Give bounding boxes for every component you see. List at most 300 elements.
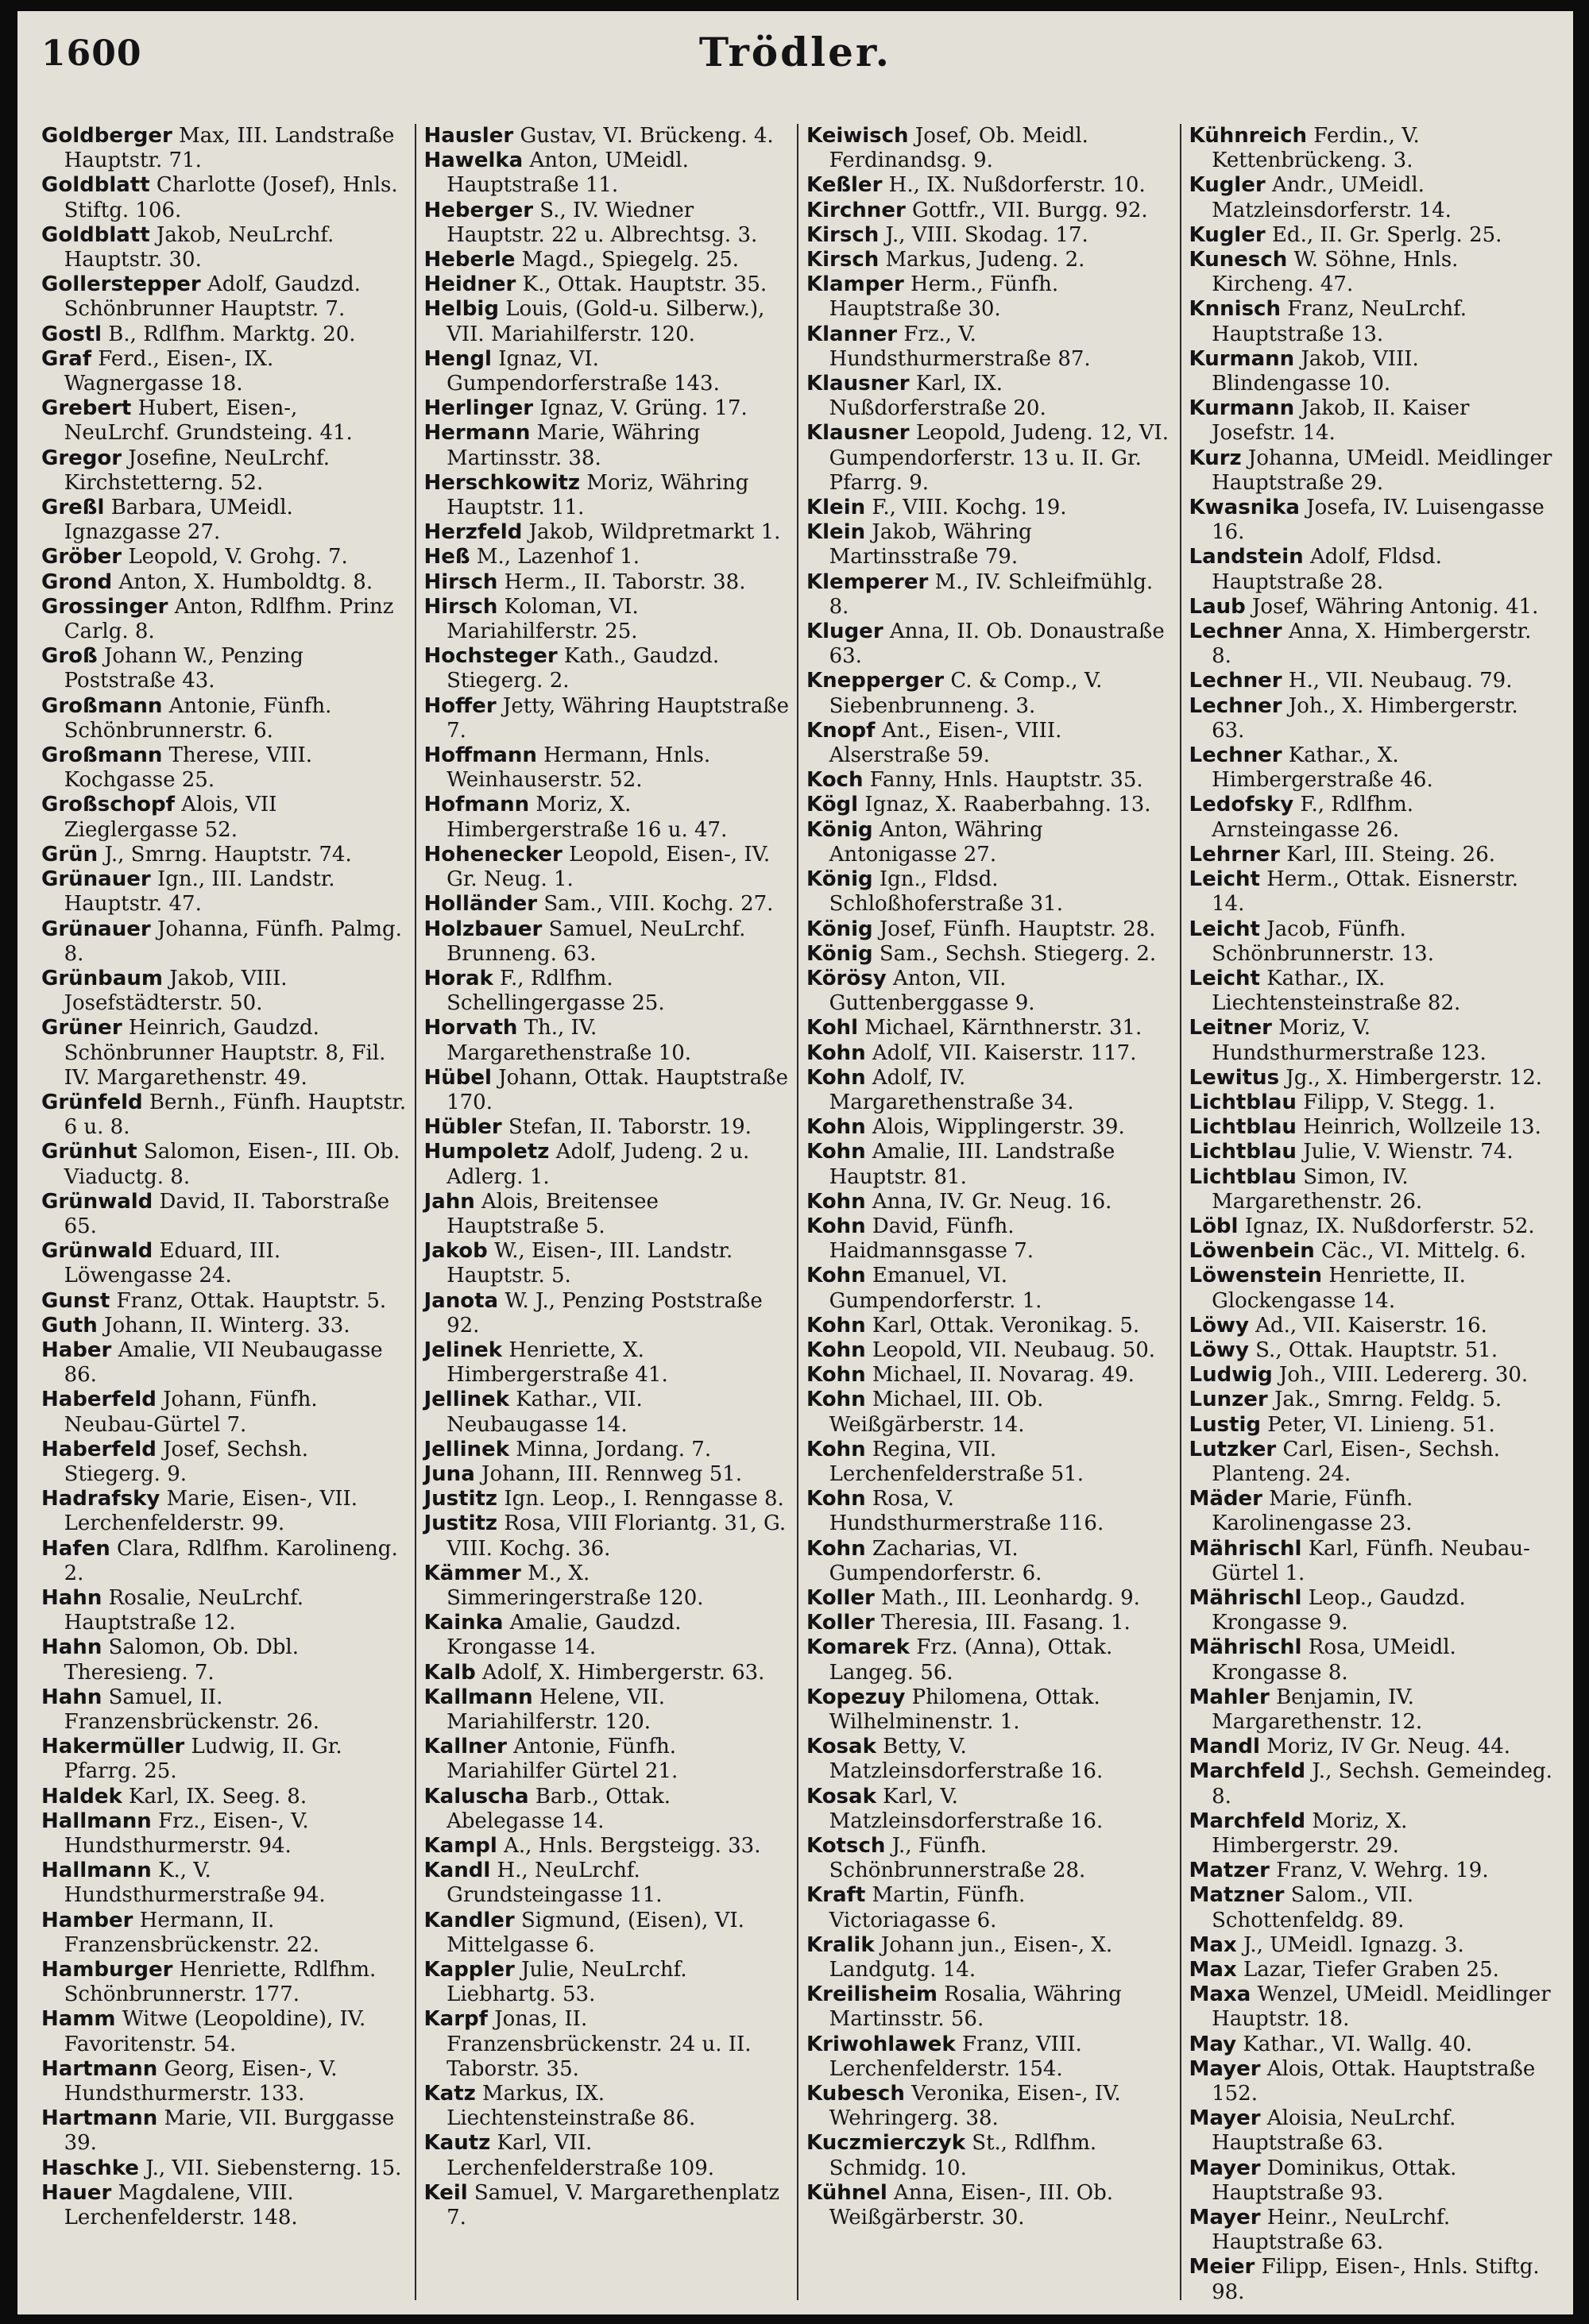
- directory-entry: [41, 694, 407, 743]
- entry-details: F., Rdlfhm. Arnsteingasse 26.: [1212, 793, 1414, 842]
- entry-name: Grün: [41, 842, 99, 867]
- entry-name: Leitner: [1189, 1016, 1273, 1040]
- entry-name: Löwy: [1189, 1313, 1249, 1338]
- entry-details: Leopold, Eisen-, IV. Gr. Neug. 1.: [447, 842, 771, 892]
- entry-name: Klein: [806, 496, 866, 520]
- entry-details: Rosa, VIII Floriantg. 31, G. VIII. Kochg. 36.: [447, 1511, 787, 1561]
- entry-details: Franz, V. Wehrg. 19.: [1276, 1859, 1489, 1883]
- entry-name: Kohn: [806, 1487, 866, 1511]
- directory-entry: [41, 124, 407, 173]
- entry-name: Kohn: [806, 1115, 866, 1140]
- entry-details: Anton, UMeidl. Hauptstraße 11.: [447, 149, 689, 198]
- entry-details: Henriette, X. Himbergerstraße 41.: [447, 1338, 668, 1388]
- entry-details: Anton, Rdlfhm. Prinz Carlg. 8.: [64, 594, 394, 644]
- entry-name: Jahn: [423, 1189, 475, 1214]
- entry-name: Hafen: [41, 1536, 110, 1561]
- directory-entry: [1189, 1735, 1555, 1759]
- entry-details: Salomon, Ob. Dbl. Theresieng. 7.: [64, 1635, 300, 1685]
- entry-name: Kallner: [423, 1735, 507, 1759]
- entry-name: Lutzker: [1189, 1437, 1277, 1461]
- directory-entry: [806, 942, 1172, 967]
- directory-entry: [41, 743, 407, 793]
- entry-details: Franz, VIII. Lerchenfelderstr. 154.: [829, 2032, 1082, 2081]
- entry-details: Veronika, Eisen-, IV. Wehringerg. 38.: [829, 2082, 1121, 2131]
- entry-name: Keiwisch: [806, 124, 909, 148]
- directory-entry: [1189, 347, 1555, 396]
- entry-details: H., IX. Nußdorferstr. 10.: [888, 173, 1146, 198]
- directory-entry: [41, 1091, 407, 1140]
- entry-details: Michael, III. Ob. Weißgärberstr. 14.: [829, 1388, 1044, 1437]
- entry-name: Kuczmierczyk: [806, 2131, 965, 2156]
- entry-name: Kallmann: [423, 1685, 533, 1709]
- entry-name: König: [806, 917, 873, 941]
- directory-entry: [806, 1214, 1172, 1264]
- entry-details: Sigmund, (Eisen), VI. Mittelgasse 6.: [447, 1908, 744, 1957]
- entry-name: Lichtblau: [1189, 1140, 1297, 1164]
- entry-name: Kohn: [806, 1338, 866, 1362]
- directory-entry: [41, 1239, 407, 1288]
- directory-entry: [806, 1785, 1172, 1834]
- entry-details: Frz., V. Hundsthurmerstraße 87.: [829, 322, 1091, 371]
- entry-details: Gustav, VI. Brückeng. 4.: [520, 124, 774, 148]
- directory-entry: [1189, 620, 1555, 669]
- entry-details: Koloman, VI. Mariahilferstr. 25.: [447, 594, 639, 644]
- directory-entry: [1189, 2106, 1555, 2156]
- entry-details: Michael, II. Novarag. 49.: [872, 1363, 1135, 1388]
- entry-name: Greßl: [41, 496, 105, 520]
- directory-entry: [424, 1016, 790, 1065]
- entry-name: Haldek: [41, 1784, 122, 1809]
- entry-details: Amalie, III. Landstraße Hauptstr. 81.: [829, 1140, 1115, 1189]
- directory-entry: [806, 1487, 1172, 1536]
- entry-details: Jakob, Wildpretmarkt 1.: [528, 520, 781, 545]
- entry-details: Adolf, X. Himbergerstr. 63.: [481, 1660, 765, 1685]
- entry-details: Ignaz, IX. Nußdorferstr. 52.: [1244, 1214, 1535, 1238]
- directory-entry: [1189, 793, 1555, 842]
- entry-name: Grünfeld: [41, 1090, 143, 1114]
- entry-details: Leopold, V. Grohg. 7.: [128, 545, 348, 569]
- entry-details: Jak., Smrng. Feldg. 5.: [1274, 1388, 1502, 1412]
- directory-entry: [41, 644, 407, 693]
- directory-entry: [424, 1239, 790, 1288]
- entry-name: Grünbaum: [41, 966, 163, 990]
- entry-details: Bernh., Fünfh. Hauptstr. 6 u. 8.: [64, 1090, 407, 1140]
- directory-entry: [1189, 1264, 1555, 1313]
- entry-name: Kirsch: [806, 222, 880, 247]
- entry-name: Grünhut: [41, 1140, 137, 1164]
- directory-entry: [1189, 1016, 1555, 1065]
- entry-name: Kirsch: [806, 248, 880, 272]
- entry-name: Kampl: [423, 1834, 497, 1859]
- directory-entry: [1189, 496, 1555, 545]
- entry-details: Kathar., VII. Neubaugasse 14.: [447, 1388, 643, 1437]
- entry-details: Johanna, Fünfh. Palmg. 8.: [64, 917, 402, 966]
- entry-name: Mayer: [1189, 2106, 1261, 2131]
- entry-details: Therese, VIII. Kochgasse 25.: [64, 743, 313, 793]
- entry-name: Kralik: [806, 1932, 875, 1957]
- entry-details: Dominikus, Ottak. Hauptstraße 93.: [1212, 2156, 1457, 2205]
- entry-name: Justitz: [423, 1511, 498, 1536]
- entry-details: Henriette, Rdlfhm. Schönbrunnerstr. 177.: [64, 1958, 377, 2007]
- entry-details: Rosa, UMeidl. Krongasse 8.: [1212, 1635, 1456, 1685]
- directory-entry: [424, 595, 790, 644]
- directory-entry: [806, 1140, 1172, 1189]
- entry-details: W., Eisen-, III. Landstr. Hauptstr. 5.: [447, 1239, 733, 1288]
- directory-entry: [424, 570, 790, 595]
- entry-details: Markus, IX. Liechtensteinstraße 86.: [447, 2082, 696, 2131]
- entry-details: W. Söhne, Hnls. Kircheng. 47.: [1212, 248, 1459, 297]
- directory-entry: [1189, 1982, 1555, 2032]
- directory-entry: [41, 1537, 407, 1586]
- entry-details: Magdalene, VIII. Lerchenfelderstr. 148.: [64, 2180, 298, 2230]
- entry-details: Josef, Sechsh. Stiegerg. 9.: [64, 1437, 308, 1486]
- entry-details: Betty, V. Matzleinsdorferstraße 16.: [829, 1735, 1104, 1784]
- directory-entry: [806, 520, 1172, 569]
- entry-name: Lehrner: [1189, 842, 1280, 867]
- directory-entry: [806, 719, 1172, 768]
- directory-entry: [41, 1785, 407, 1809]
- entry-details: Sam., Sechsh. Stiegerg. 2.: [879, 941, 1157, 966]
- directory-entry: [424, 124, 790, 149]
- entry-name: Goldberger: [41, 124, 172, 148]
- directory-entry: [424, 2007, 790, 2082]
- directory-entry: [41, 1016, 407, 1091]
- entry-details: Jakob, Währing Martinsstraße 79.: [829, 520, 1032, 569]
- directory-entry: [1189, 1685, 1555, 1735]
- directory-entry: [1189, 446, 1555, 496]
- entry-details: Herm., Ottak. Eisnerstr. 14.: [1212, 867, 1518, 917]
- entry-details: Ign., Fldsd. Schloßhoferstraße 31.: [829, 867, 1063, 917]
- directory-entry: [41, 843, 407, 867]
- entry-name: Kandl: [423, 1859, 491, 1883]
- directory-entry: [41, 446, 407, 496]
- entry-name: Lichtblau: [1189, 1164, 1297, 1189]
- entry-details: Johann, III. Rennweg 51.: [481, 1461, 743, 1486]
- entry-name: Heidner: [423, 272, 516, 297]
- entry-details: Jetty, Währing Hauptstraße 7.: [447, 693, 789, 743]
- directory-entry: [424, 149, 790, 198]
- entry-details: K., V. Hundsthurmerstraße 94.: [64, 1859, 326, 1908]
- entry-details: Marie, VII. Burggasse 39.: [64, 2106, 395, 2156]
- entry-name: Kohn: [806, 1040, 866, 1065]
- directory-entry: [424, 347, 790, 396]
- directory-entry: [1189, 2156, 1555, 2206]
- entry-details: C. & Comp., V. Siebenbrunneng. 3.: [829, 669, 1103, 718]
- entry-name: Klemperer: [806, 569, 929, 594]
- entry-name: Heß: [423, 545, 470, 569]
- entry-details: F., Rdlfhm. Schellingergasse 25.: [447, 966, 665, 1016]
- directory-entry: [806, 496, 1172, 520]
- entry-details: Ferdin., V. Kettenbrückeng. 3.: [1212, 124, 1420, 173]
- entry-details: Jg., X. Himbergerstr. 12.: [1286, 1065, 1543, 1090]
- entry-details: Sam., VIII. Kochg. 27.: [543, 892, 774, 917]
- entry-name: Kwasnika: [1189, 496, 1300, 520]
- directory-entry: [41, 223, 407, 272]
- entry-details: Marie, Eisen-, VII. Lerchenfelderstr. 99.: [64, 1487, 358, 1536]
- entry-details: M., IV. Schleifmühlg. 8.: [829, 569, 1154, 619]
- entry-name: Guth: [41, 1313, 98, 1338]
- entry-details: Moriz, X. Himbergerstr. 29.: [1212, 1809, 1408, 1859]
- entry-details: Johann, Ottak. Hauptstraße 170.: [447, 1065, 789, 1114]
- entry-name: Hirsch: [423, 569, 498, 594]
- entry-details: Alois, Ottak. Hauptstraße 152.: [1212, 2056, 1536, 2106]
- entry-details: Hubert, Eisen-, NeuLrchf. Grundsteing. 41.: [64, 396, 353, 446]
- directory-entry: [424, 1735, 790, 1784]
- entry-name: Mayer: [1189, 2156, 1261, 2180]
- entry-name: Leicht: [1189, 966, 1260, 990]
- directory-entry: [806, 818, 1172, 867]
- entry-name: Kainka: [423, 1611, 504, 1635]
- directory-entry: [1189, 1314, 1555, 1338]
- entry-name: Grossinger: [41, 594, 168, 619]
- entry-name: Kaluscha: [423, 1784, 529, 1809]
- directory-entry: [41, 1958, 407, 2007]
- directory-entry: [424, 1289, 790, 1338]
- directory-entry: [1189, 1066, 1555, 1091]
- directory-entry: [806, 1016, 1172, 1040]
- entry-name: Hamburger: [41, 1958, 173, 1982]
- entry-details: Markus, Judeng. 2.: [885, 248, 1085, 272]
- directory-entry: [1189, 1958, 1555, 1982]
- entry-details: Michael, Kärnthnerstr. 31.: [864, 1016, 1142, 1040]
- column-2: [415, 124, 798, 2300]
- entry-details: Jakob, VIII. Blindengasse 10.: [1212, 346, 1419, 396]
- entry-details: Moriz, X. Himbergerstraße 16 u. 47.: [447, 793, 728, 842]
- entry-details: Kathar., X. Himbergerstraße 46.: [1212, 743, 1433, 793]
- directory-entry: [806, 917, 1172, 942]
- entry-name: Landstein: [1189, 545, 1304, 569]
- entry-name: Koch: [806, 768, 864, 793]
- directory-entry: [806, 967, 1172, 1016]
- entry-details: Johann W., Penzing Poststraße 43.: [64, 644, 303, 693]
- entry-name: Hofmann: [423, 793, 530, 817]
- entry-name: Kohn: [806, 1536, 866, 1561]
- directory-entry: [806, 1314, 1172, 1338]
- directory-entry: [424, 421, 790, 470]
- entry-details: Ign., III. Landstr. Hauptstr. 47.: [64, 867, 335, 917]
- entry-name: Haber: [41, 1338, 112, 1362]
- entry-details: Leop., Gaudzd. Krongasse 9.: [1212, 1585, 1466, 1635]
- entry-name: Max: [1189, 1932, 1237, 1957]
- directory-entry: [424, 2181, 790, 2230]
- entry-name: Kühnreich: [1189, 124, 1308, 148]
- entry-name: Klausner: [806, 421, 910, 446]
- entry-name: Kirchner: [806, 198, 906, 222]
- entry-name: Kohn: [806, 1313, 866, 1338]
- directory-entry: [41, 1909, 407, 1958]
- entry-name: Janota: [423, 1288, 499, 1313]
- entry-name: Jelinek: [423, 1338, 503, 1362]
- entry-details: B., Rdlfhm. Marktg. 20.: [108, 322, 356, 346]
- entry-details: Anna, X. Himbergerstr. 8.: [1212, 620, 1532, 669]
- directory-entry: [1189, 2255, 1555, 2304]
- entry-name: Kurz: [1189, 446, 1242, 470]
- entry-details: Peter, VI. Linieng. 51.: [1267, 1412, 1495, 1437]
- entry-details: Zacharias, VI. Gumpendorferstr. 6.: [829, 1536, 1042, 1585]
- directory-entry: [806, 1363, 1172, 1388]
- entry-details: Math., III. Leonhardg. 9.: [881, 1585, 1140, 1610]
- entry-name: Kohn: [806, 1388, 866, 1412]
- directory-entry: [806, 1537, 1172, 1586]
- directory-entry: [806, 223, 1172, 248]
- directory-entry: [424, 272, 790, 297]
- entry-name: Kreilisheim: [806, 1982, 938, 2007]
- entry-name: Mahler: [1189, 1685, 1270, 1709]
- directory-entry: [424, 843, 790, 892]
- entry-name: Holländer: [423, 892, 538, 917]
- entry-details: Alois, VII Zieglergasse 52.: [64, 793, 277, 842]
- entry-name: Mährischl: [1189, 1536, 1302, 1561]
- directory-entry: [41, 1809, 407, 1859]
- entry-name: Hoffer: [423, 693, 497, 718]
- entry-name: Mährischl: [1189, 1635, 1302, 1660]
- directory-entry: [806, 124, 1172, 173]
- entry-details: Marie, Fünfh. Karolinengasse 23.: [1212, 1487, 1413, 1536]
- entry-details: Karl, VII. Lerchenfelderstraße 109.: [447, 2131, 715, 2180]
- entry-details: H., NeuLrchf. Grundsteingasse 11.: [447, 1859, 663, 1908]
- entry-details: Ferd., Eisen-, IX. Wagnergasse 18.: [64, 346, 274, 396]
- entry-name: Kopezuy: [806, 1685, 906, 1709]
- directory-entry: [424, 396, 790, 421]
- entry-details: Stefan, II. Taborstr. 19.: [508, 1115, 752, 1140]
- entry-name: Grebert: [41, 396, 132, 421]
- entry-name: Kurmann: [1189, 396, 1295, 421]
- entry-name: Matzner: [1189, 1883, 1285, 1908]
- entry-details: Kathar., VI. Wallg. 40.: [1243, 2032, 1473, 2056]
- entry-name: Graf: [41, 346, 92, 371]
- entry-name: Hartmann: [41, 2106, 158, 2131]
- entry-name: Jellinek: [423, 1388, 509, 1412]
- entry-name: Hamm: [41, 2007, 116, 2032]
- entry-name: Heberle: [423, 248, 516, 272]
- directory-entry: [806, 1635, 1172, 1685]
- entry-name: Mayer: [1189, 2056, 1261, 2081]
- entry-details: Jonas, II. Franzensbrückenstr. 24 u. II. Taborstr. 35.: [447, 2007, 752, 2081]
- directory-entry: [806, 570, 1172, 620]
- entry-name: König: [806, 817, 873, 842]
- entry-details: Karl, IX. Nußdorferstraße 20.: [829, 372, 1046, 421]
- entry-name: Juna: [423, 1461, 475, 1486]
- entry-details: Magd., Spiegelg. 25.: [521, 248, 740, 272]
- entry-name: Kluger: [806, 620, 883, 644]
- directory-entry: [41, 1487, 407, 1536]
- entry-details: Herm., II. Taborstr. 38.: [504, 569, 746, 594]
- entry-name: Gollerstepper: [41, 272, 201, 297]
- entry-details: Cäc., VI. Mittelg. 6.: [1321, 1239, 1526, 1264]
- entry-name: Lechner: [1189, 743, 1282, 768]
- column-4: [1180, 124, 1563, 2304]
- entry-name: Hengl: [423, 346, 492, 371]
- entry-name: König: [806, 867, 873, 892]
- directory-entry: [41, 173, 407, 222]
- entry-details: Lazar, Tiefer Graben 25.: [1243, 1958, 1499, 1982]
- entry-name: Kühnel: [806, 2180, 887, 2205]
- entry-details: Philomena, Ottak. Wilhelminenstr. 1.: [829, 1685, 1100, 1734]
- directory-entry: [1189, 1413, 1555, 1438]
- directory-entry: [806, 620, 1172, 669]
- directory-entry: [806, 199, 1172, 223]
- entry-name: Gostl: [41, 322, 102, 346]
- entry-details: Karl, V. Matzleinsdorferstraße 16.: [829, 1784, 1104, 1833]
- entry-details: Charlotte (Josef), Hnls. Stiftg. 106.: [64, 173, 398, 222]
- entry-details: Johann, Fünfh. Neubau-Gürtel 7.: [64, 1388, 318, 1437]
- entry-name: Koller: [806, 1585, 875, 1610]
- entry-name: Kohn: [806, 1437, 866, 1461]
- entry-details: Heinr., NeuLrchf. Hauptstraße 63.: [1212, 2206, 1451, 2255]
- entry-details: Johann, II. Winterg. 33.: [104, 1313, 350, 1338]
- entry-name: Klanner: [806, 322, 898, 346]
- entry-details: J., VIII. Skodag. 17.: [885, 222, 1088, 247]
- entry-details: Frz., Eisen-, V. Hundsthurmerstr. 94.: [64, 1809, 309, 1859]
- entry-name: Hübler: [423, 1115, 502, 1140]
- entry-details: Emanuel, VI. Gumpendorferstr. 1.: [829, 1264, 1042, 1313]
- entry-name: Klausner: [806, 372, 910, 396]
- directory-entry: [424, 199, 790, 248]
- entry-name: Großschopf: [41, 793, 175, 817]
- entry-name: Löbl: [1189, 1214, 1239, 1238]
- entry-name: Hawelka: [423, 149, 524, 173]
- entry-details: Anton, Währing Antonigasse 27.: [829, 817, 1043, 867]
- entry-details: J., VII. Siebensterng. 15.: [145, 2156, 402, 2180]
- directory-entry: [806, 173, 1172, 198]
- entry-name: Kappler: [423, 1958, 515, 1982]
- entry-details: Marie, Währing Martinsstr. 38.: [447, 421, 701, 470]
- entry-details: Ignaz, VI. Gumpendorferstraße 143.: [447, 346, 720, 396]
- entry-name: Lechner: [1189, 693, 1282, 718]
- entry-details: Minna, Jordang. 7.: [516, 1437, 712, 1461]
- directory-entry: [41, 2057, 407, 2106]
- entry-name: Hirsch: [423, 594, 498, 619]
- entry-name: Herzfeld: [423, 520, 523, 545]
- entry-details: Rosa, V. Hundsthurmerstraße 116.: [829, 1487, 1104, 1536]
- entry-name: Kohn: [806, 1189, 866, 1214]
- entry-name: Jellinek: [423, 1437, 509, 1461]
- entry-details: Kathar., IX. Liechtensteinstraße 82.: [1212, 966, 1461, 1016]
- entry-details: Louis, (Gold-u. Silberw.), VII. Mariahilferstr. 120.: [447, 297, 765, 346]
- entry-details: Moriz, IV Gr. Neug. 44.: [1266, 1735, 1511, 1759]
- entry-name: Hakermüller: [41, 1735, 185, 1759]
- directory-entry: [806, 2033, 1172, 2082]
- entry-name: Hahn: [41, 1685, 102, 1709]
- directory-entry: [1189, 545, 1555, 594]
- entry-details: Alois, Wipplingerstr. 39.: [872, 1115, 1125, 1140]
- entry-name: Kögl: [806, 793, 859, 817]
- directory-entry: [424, 1462, 790, 1487]
- entry-name: Grünwald: [41, 1189, 153, 1214]
- entry-name: Kohn: [806, 1363, 866, 1388]
- entry-name: Grüner: [41, 1016, 122, 1040]
- entry-details: J., UMeidl. Ignazg. 3.: [1243, 1932, 1464, 1957]
- entry-details: Karl, Ottak. Veronikag. 5.: [872, 1313, 1140, 1338]
- entry-name: Kraft: [806, 1883, 866, 1908]
- directory-entry: [41, 2181, 407, 2230]
- directory-entry: [1189, 917, 1555, 967]
- directory-entry: [806, 1115, 1172, 1140]
- directory-entry: [1189, 1338, 1555, 1363]
- directory-entry: [424, 1909, 790, 1958]
- entry-name: Lustig: [1189, 1412, 1262, 1437]
- directory-entry: [424, 1785, 790, 1834]
- directory-entry: [424, 1611, 790, 1660]
- entry-details: Anna, Eisen-, III. Ob. Weißgärberstr. 30.: [829, 2180, 1113, 2230]
- directory-entry: [424, 1190, 790, 1239]
- entry-details: F., VIII. Kochg. 19.: [872, 496, 1067, 520]
- entry-details: Heinrich, Wollzeile 13.: [1303, 1115, 1541, 1140]
- directory-entry: [424, 2082, 790, 2131]
- entry-name: May: [1189, 2032, 1237, 2056]
- entry-name: Kohn: [806, 1264, 866, 1288]
- entry-name: Lichtblau: [1189, 1115, 1297, 1140]
